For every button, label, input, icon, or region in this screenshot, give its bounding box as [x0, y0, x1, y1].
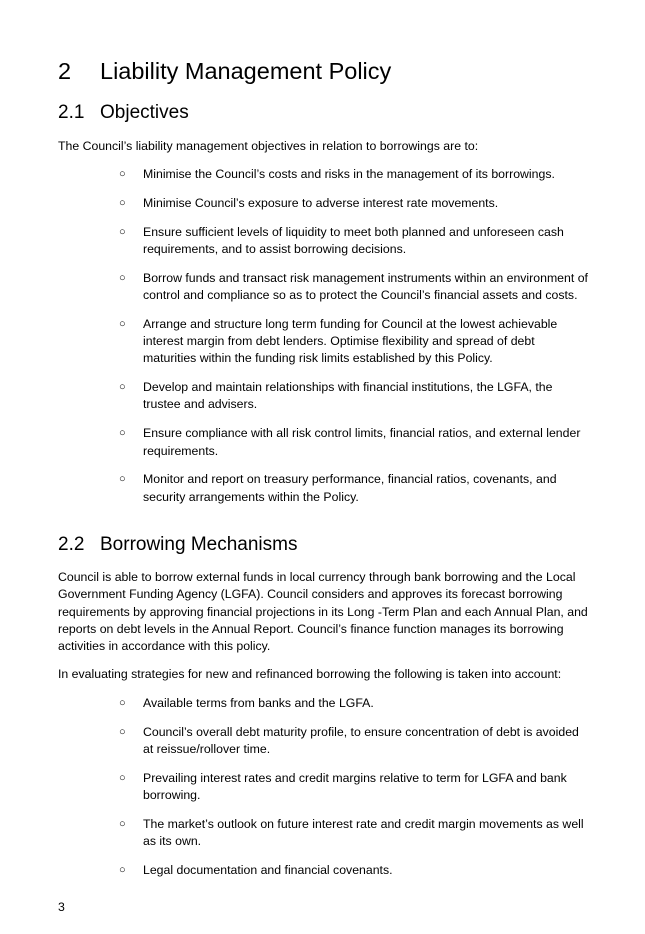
borrowing-considerations-list [0, 695, 591, 891]
bullet-icon: ○ [119, 196, 126, 209]
list-item: ○ Legal documentation and financial covenants. [0, 862, 591, 879]
list-item: ○ Minimise the Council’s costs and risks in the management of its borrowings. [0, 166, 591, 183]
bullet-icon: ○ [119, 271, 126, 284]
bullet-icon: ○ [119, 473, 126, 486]
list-item: ○ Ensure sufficient levels of liquidity to meet both planned and unforeseen cash requirements, and to assist borrowing decisions. [119, 224, 564, 256]
bullet-icon: ○ [119, 168, 126, 180]
subsection-title: Objectives [100, 102, 189, 123]
subsection-title: Borrowing Mechanisms [100, 534, 298, 555]
section-title: Liability Management Policy [100, 58, 392, 84]
bullet-icon: ○ [119, 697, 126, 709]
subsection-heading-borrowing [58, 533, 297, 557]
list-item: ○ Minimise Council’s exposure to adverse interest rate movements. [0, 195, 591, 212]
bullet-icon: ○ [119, 225, 126, 238]
borrowing-paragraph: Council is able to borrow external funds in local currency through bank borrowing and the Local Government Funding Agency (LGFA). Council considers and approves its forecast borrowing requirements by approving financial projections in its Long -Term Plan and each Annual Plan, and reports on debt levels in the Annual Report. Council’s finance function manages its borrowing activities in accordance with this policy. [58, 570, 588, 654]
bullet-icon: ○ [119, 317, 126, 330]
list-item: ○ Arrange and structure long term funding for Council at the lowest achievable interest margin from debt lenders. Optimise flexibility and spread of debt maturities within the funding risk limits established by this Policy. [119, 316, 558, 366]
list-item: ○ Ensure compliance with all risk control limits, financial ratios, and external lender requirements. [119, 426, 581, 458]
bullet-icon: ○ [119, 427, 126, 440]
list-item: ○ Monitor and report on treasury performance, financial ratios, covenants, and security arrangements within the Policy. [119, 472, 557, 504]
list-item: ○ Council’s overall debt maturity profile, to ensure concentration of debt is avoided at reissue/rollover time. [119, 724, 579, 757]
list-item: ○ Prevailing interest rates and credit margins relative to term for LGFA and bank borrowing. [119, 770, 567, 803]
list-item: ○ Available terms from banks and the LGFA. [0, 695, 591, 712]
bullet-icon: ○ [119, 381, 126, 394]
section-number: 2 [58, 58, 72, 84]
page-number: 3 [58, 900, 65, 914]
subsection-number: 2.1 [58, 102, 85, 123]
bullet-icon: ○ [119, 725, 126, 738]
list-item: ○ Borrow funds and transact risk management instruments within an environment of control and compliance so as to protect the Council’s financial assets and costs. [119, 270, 588, 302]
objectives-list [0, 166, 591, 517]
bullet-icon: ○ [119, 817, 126, 830]
subsection-heading-objectives [58, 101, 189, 125]
subsection-number: 2.2 [58, 534, 85, 555]
section-heading [58, 56, 391, 86]
list-item: ○ Develop and maintain relationships with financial institutions, the LGFA, the trustee and advisers. [119, 380, 553, 412]
list-item: ○ The market’s outlook on future interest rate and credit margin movements as well as its own. [119, 816, 584, 849]
objectives-intro: The Council’s liability management objectives in relation to borrowings are to: [58, 139, 479, 153]
bullet-icon: ○ [119, 771, 126, 784]
bullet-icon: ○ [119, 864, 126, 877]
borrowing-intro: In evaluating strategies for new and refinanced borrowing the following is taken into account: [58, 667, 562, 681]
